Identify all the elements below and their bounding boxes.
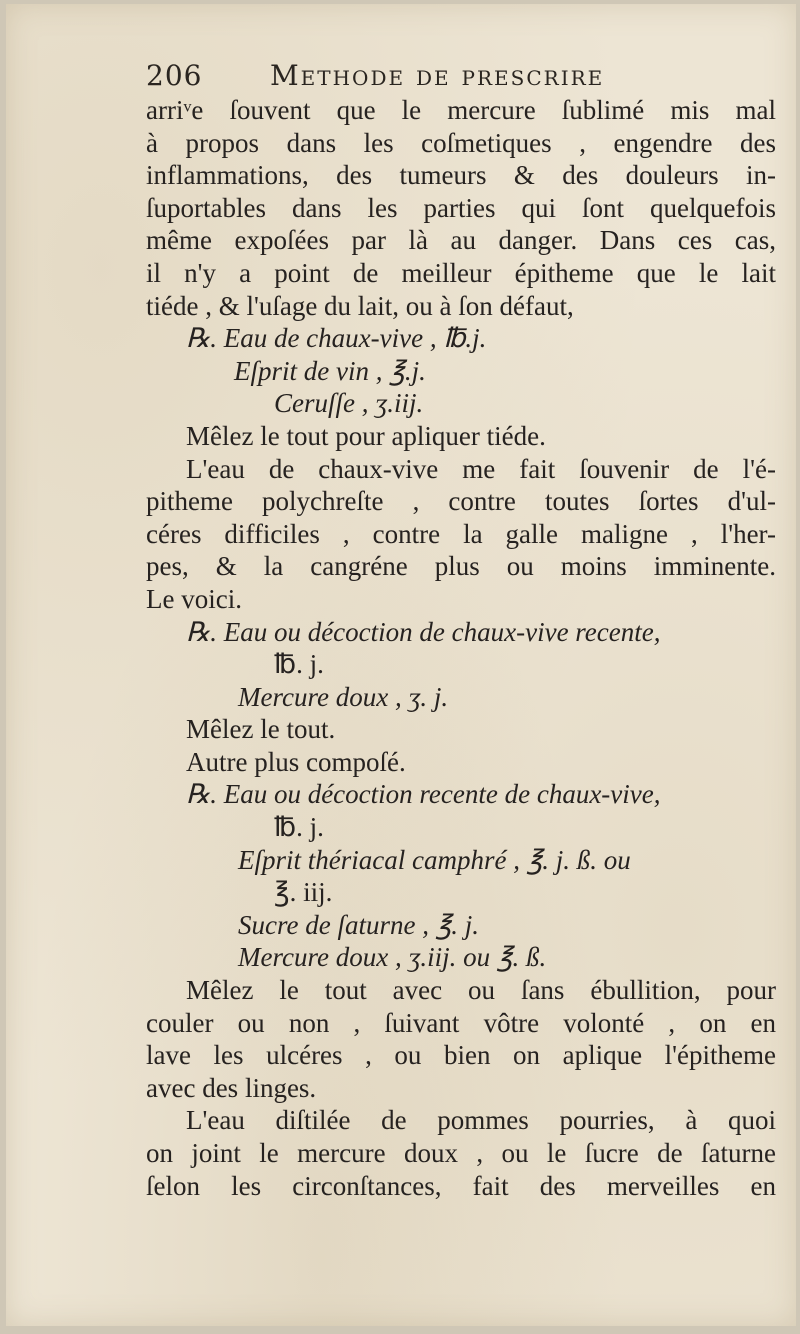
running-title: Methode de prescrire: [270, 59, 605, 92]
text-line: même expoſées par là au danger. Dans ces cas,: [146, 225, 776, 256]
text-line: tiéde , & l'uſage du lait, ou à ſon défaut,: [146, 290, 574, 321]
body-text: [146, 94, 776, 1202]
recipe-line: ℔. j.: [274, 812, 324, 843]
recipe-line: Mercure doux , ʒ.iij. ou ℥. ß.: [238, 942, 547, 973]
text-line: lave les ulcéres , ou bien on aplique l'épitheme: [146, 1040, 776, 1071]
text-line: Le voici.: [146, 583, 242, 614]
recipe-line: ℞. Eau de chaux-vive , ℔.j.: [186, 323, 487, 354]
text-line: pes, & la cangréne plus ou moins imminente.: [146, 551, 776, 582]
text-line: à propos dans les coſmetiques , engendre des: [146, 127, 776, 158]
text-line: céres difficiles , contre la galle maligne , l'her-: [146, 518, 776, 549]
recipe-line: Ceruſſe , ʒ.iij.: [274, 388, 424, 419]
text-line: Autre plus compoſé.: [186, 746, 406, 777]
text-line: L'eau diſtilée de pommes pourries, à quoi: [186, 1105, 776, 1136]
text-line: arriᵛe ſouvent que le mercure ſublimé mis mal: [146, 95, 776, 125]
recipe-line: ℥. iij.: [274, 877, 333, 908]
text-line: inflammations, des tumeurs & des douleurs in-: [146, 160, 776, 191]
text-line: pitheme polychreſte , contre toutes ſortes d'ul-: [146, 486, 776, 517]
page-number: 206: [146, 59, 203, 92]
book-page: [6, 4, 796, 1326]
recipe-line: Eſprit de vin , ℥.j.: [234, 355, 426, 386]
text-line: L'eau de chaux-vive me fait ſouvenir de l'é-: [186, 453, 776, 484]
text-line: avec des linges.: [146, 1072, 317, 1103]
text-line: ſelon les circonſtances, fait des merveilles en: [146, 1170, 776, 1201]
running-head: [146, 59, 766, 99]
text-line: Mêlez le tout pour apliquer tiéde.: [186, 420, 546, 451]
recipe-line: Mercure doux , ʒ. j.: [238, 681, 449, 712]
text-line: il n'y a point de meilleur épitheme que le lait: [146, 257, 776, 288]
text-line: Mêlez le tout.: [186, 714, 336, 745]
recipe-line: Eſprit thériacal camphré , ℥. j. ß. ou: [238, 844, 631, 875]
recipe-line: ℔. j.: [274, 649, 324, 680]
recipe-line: Sucre de ſaturne , ℥. j.: [238, 909, 480, 940]
text-line: couler ou non , ſuivant vôtre volonté , on en: [146, 1007, 776, 1038]
recipe-line: ℞. Eau ou décoction recente de chaux-vive,: [186, 779, 661, 810]
text-line: ſuportables dans les parties qui ſont quelquefois: [146, 192, 776, 223]
text-line: Mêlez le tout avec ou ſans ébullition, pour: [186, 975, 776, 1006]
recipe-line: ℞. Eau ou décoction de chaux-vive recente,: [186, 616, 661, 647]
text-line: on joint le mercure doux , ou le ſucre de ſaturne: [146, 1138, 776, 1168]
